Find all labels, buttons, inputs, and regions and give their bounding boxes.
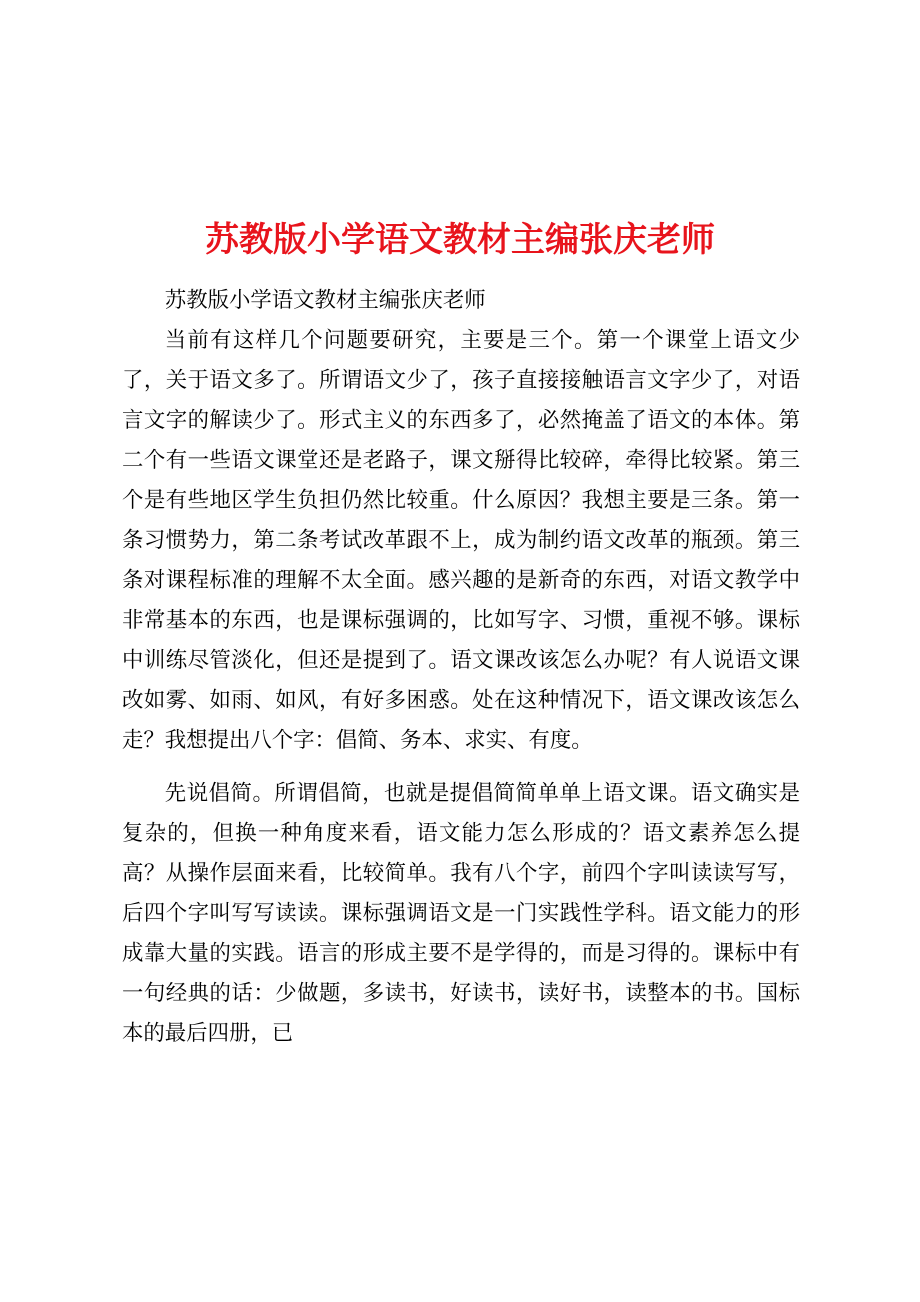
paragraph-advocate-simplicity: 先说倡简。所谓倡简，也就是提倡简简单单上语文课。语文确实是复杂的，但换一种角度来看，语文能力怎么形成的？语文素养怎么提高？从操作层面来看，比较简单。我有八个字，前四个字叫读读写写，后四个字叫写写读读。课标强调语文是一门实践性学科。语文能力的形成靠大量的实践。语言的形成主要不是学得的，而是习得的。课标中有一句经典的话：少做题，多读书，好读书，读好书，读整本的书。国标本的最后四册，已 [122, 781, 800, 1046]
paragraph-problems: 当前有这样几个问题要研究，主要是三个。第一个课堂上语文少了，关于语文多了。所谓语文少了，孩子直接接触语言文字少了，对语言文字的解读少了。形式主义的东西多了，必然掩盖了语文的本体。第二个有一些语文课堂还是老路子，课文掰得比较碎，牵得比较紧。第三个是有些地区学生负担仍然比较重。什么原因？我想主要是三条。第一条习惯势力，第二条考试改革跟不上，成为制约语文改革的瓶颈。第三条对课程标准的理解不太全面。感兴趣的是新奇的东西，对语文教学中非常基本的东西，也是课标强调的，比如写字、习惯，重视不够。课标中训练尽管淡化，但还是提到了。语文课改该怎么办呢？有人说语文课改如雾、如雨、如风，有好多困惑。处在这种情况下，语文课改该怎么走？我想提出八个字：倡简、务本、求实、有度。 [122, 328, 800, 753]
paragraph-subtitle: 苏教版小学语文教材主编张庆老师 [164, 288, 486, 313]
document-body [122, 281, 800, 1054]
document-title: 苏教版小学语文教材主编张庆老师 [205, 219, 715, 260]
